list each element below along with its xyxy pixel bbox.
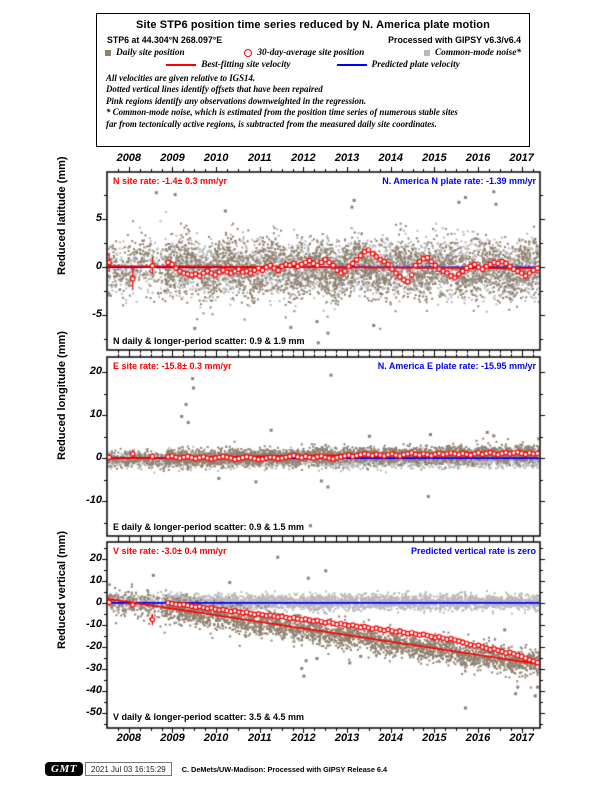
y-axis-title-longitude (56, 444, 68, 460)
note-line: * Common-mode noise, which is estimated from the position time series of numerous stable sites (106, 107, 458, 118)
timestamp: 2021 Jul 03 16:15:29 (85, 762, 172, 776)
x-tick-label-top: 2011 (247, 152, 272, 164)
north-plate-rate-label: N. America N plate rate: -1.39 mm/yr (382, 176, 536, 186)
y-tick-label: 5 (95, 212, 102, 225)
gmt-logo: GMT (45, 762, 83, 776)
plot-notes (97, 70, 529, 130)
legend-item-30day: 30-day-average site position (244, 48, 364, 58)
processing-software-label: Processed with GIPSY v6.3/v6.4 (388, 35, 521, 45)
note-line: far from tectonically active regions, is subtracted from the measured daily site coordinates. (106, 118, 437, 129)
x-tick-label-bottom: 2015 (422, 732, 447, 744)
y-tick-label: 0 (95, 260, 102, 273)
x-tick-label-top: 2009 (160, 152, 185, 164)
y-tick-label: -30 (86, 662, 102, 674)
vertical-scatter-label: V daily & longer-period scatter: 3.5 & 4.5 mm (113, 712, 305, 722)
east-plate-rate-label: N. America E plate rate: -15.95 mm/yr (377, 361, 536, 371)
y-tick-label: 0 (95, 595, 102, 608)
x-tick-label-bottom: 2013 (334, 732, 360, 744)
y-tick-label: -40 (86, 684, 102, 697)
legend-item-best-fit: Best-fitting site velocity (166, 60, 290, 70)
legend-item-plate-velocity: Predicted plate velocity (337, 60, 460, 70)
north-site-rate-label: N site rate: -1.4± 0.3 mm/yr (113, 176, 227, 186)
y-tick-label: -5 (92, 308, 102, 321)
footer (45, 762, 387, 776)
x-tick-label-bottom: 2009 (160, 732, 185, 744)
y-tick-label: -10 (86, 494, 102, 507)
y-tick-label: -20 (86, 639, 102, 652)
legend-item-daily: Daily site position (105, 48, 185, 58)
x-tick-label-bottom: 2010 (203, 732, 229, 744)
common-mode-swatch-icon (424, 50, 430, 56)
note-line: Dotted vertical lines identify offsets that have been repaired (106, 84, 323, 95)
vertical-site-rate-label: V site rate: -3.0± 0.4 mm/yr (113, 546, 227, 556)
x-tick-label-top: 2016 (465, 152, 491, 164)
east-scatter-label: E daily & longer-period scatter: 0.9 & 1.5 mm (113, 522, 305, 532)
x-tick-label-bottom: 2012 (291, 732, 316, 744)
credit-line: C. DeMets/UW-Madison: Processed with GIPSY Release 6.4 (181, 764, 388, 774)
x-tick-label-bottom: 2017 (509, 732, 534, 744)
x-tick-label-bottom: 2016 (465, 732, 491, 744)
east-site-rate-label: E site rate: -15.8± 0.3 mm/yr (113, 361, 232, 371)
y-axis-title-latitude (56, 259, 68, 275)
x-tick-label-top: 2010 (203, 152, 229, 164)
y-tick-label: 0 (95, 451, 102, 464)
note-line: Pink regions identify any observations downweighted in the regression. (106, 95, 367, 106)
header-box (96, 13, 530, 147)
y-tick-label: -10 (86, 617, 102, 630)
x-tick-label-top: 2017 (509, 152, 534, 164)
plate-velocity-line-swatch-icon (337, 64, 367, 67)
x-tick-label-top: 2008 (116, 152, 142, 164)
x-tick-label-top: 2015 (422, 152, 447, 164)
x-tick-label-bottom: 2014 (378, 732, 403, 744)
note-line: All velocities are given relative to IGS14. (106, 73, 256, 83)
monthly-average-swatch-icon (244, 49, 252, 57)
legend-item-common-mode: Common-mode noise* (424, 48, 521, 58)
best-fit-line-swatch-icon (166, 64, 196, 67)
daily-position-swatch-icon (105, 50, 111, 56)
y-tick-label: 10 (89, 408, 102, 421)
x-tick-label-bottom: 2008 (116, 732, 142, 744)
site-coordinates-label: STP6 at 44.304°N 268.097°E (107, 35, 223, 45)
y-tick-label: 20 (89, 365, 102, 378)
north-scatter-label: N daily & longer-period scatter: 0.9 & 1.9 mm (113, 336, 305, 346)
y-tick-label: -50 (86, 706, 102, 719)
x-tick-label-bottom: 2011 (247, 732, 272, 744)
vertical-plate-rate-label: Predicted vertical rate is zero (410, 546, 536, 556)
y-tick-label: 10 (89, 573, 102, 586)
page-title: Site STP6 position time series reduced by N. America plate motion (136, 19, 490, 31)
x-tick-label-top: 2012 (291, 152, 316, 164)
x-tick-label-top: 2013 (334, 152, 360, 164)
y-axis-title-vertical (56, 633, 68, 649)
y-tick-label: 20 (89, 551, 102, 564)
x-tick-label-top: 2014 (378, 152, 403, 164)
